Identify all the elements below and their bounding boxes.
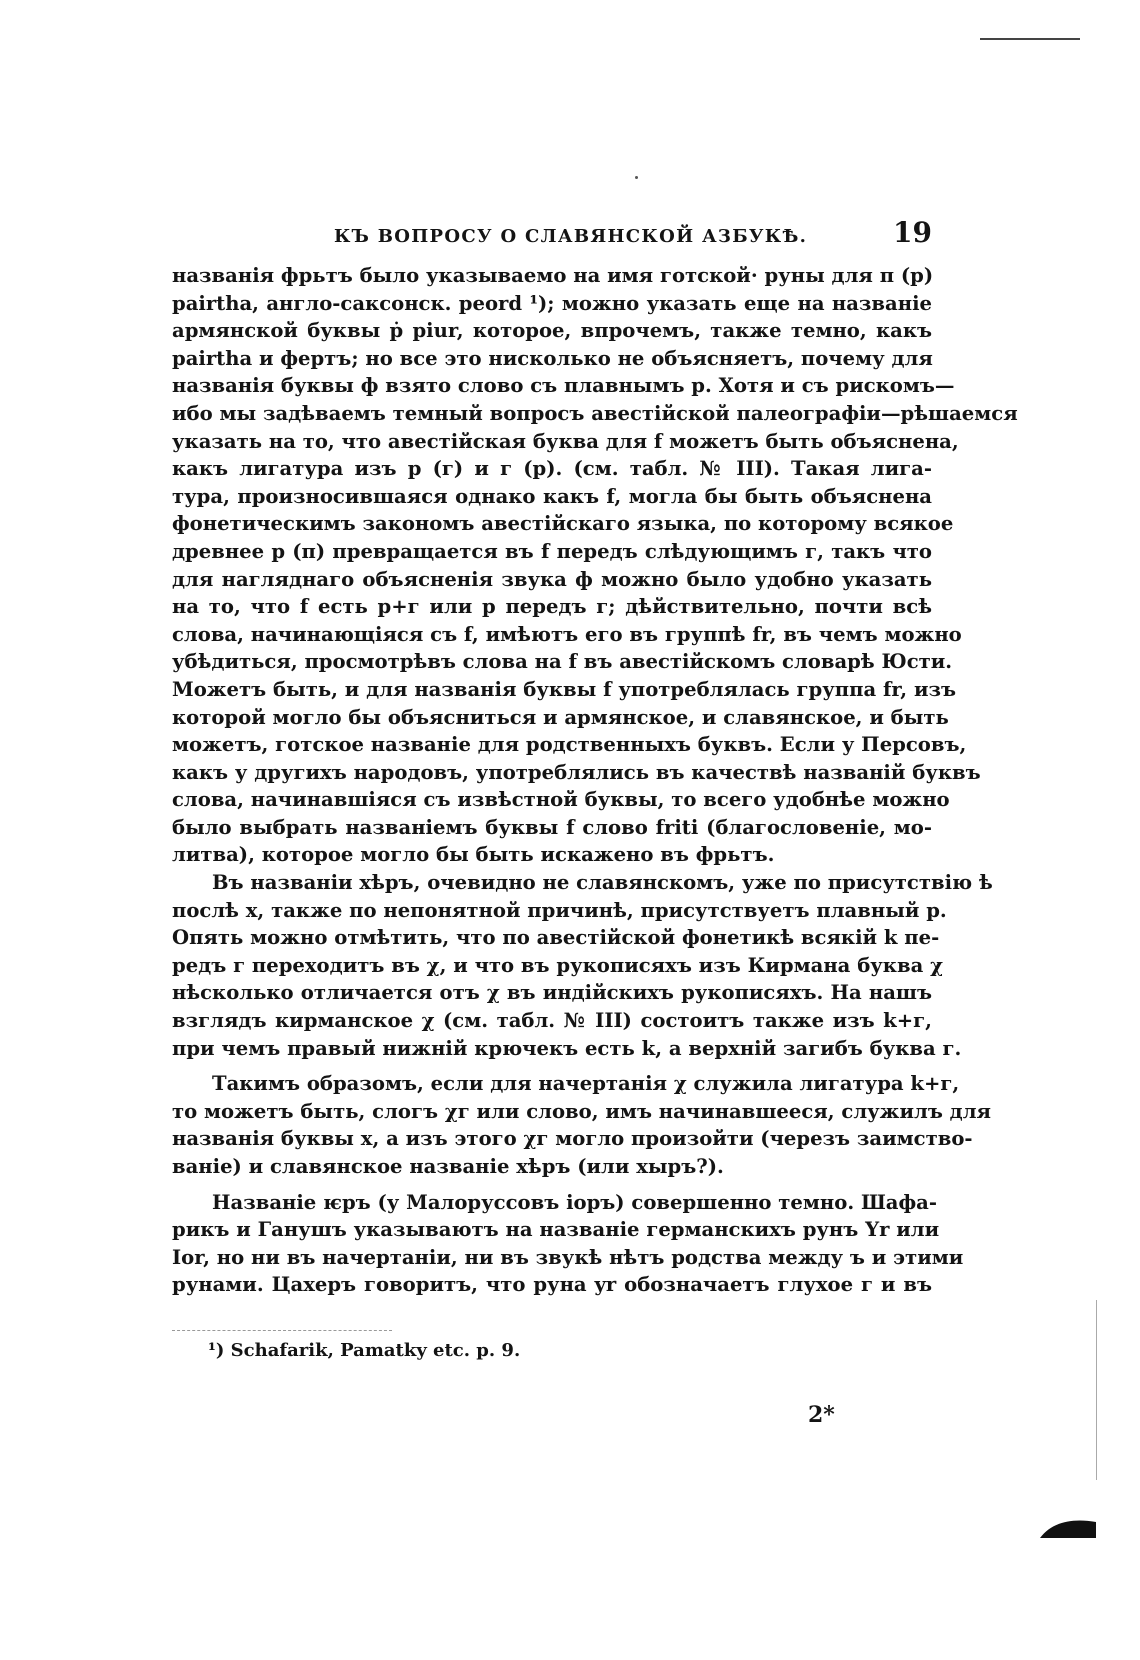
- text-line: Названіе ѥръ (у Малоруссовъ іоръ) совершенно темно. Шафа-: [212, 1190, 937, 1214]
- footnote-rule: [172, 1330, 392, 1331]
- text-line: какъ лигатура изъ р (г) и г (р). (см. табл. № III). Такая лига-: [172, 457, 932, 481]
- text-line: взглядъ кирманское χ (см. табл. № III) состоитъ также изъ k+г,: [172, 1009, 932, 1033]
- footnote: ¹) Schafarik, Pamatky etc. p. 9.: [208, 1340, 521, 1361]
- text-line: которой могло бы объясниться и армянское, и славянское, и быть: [172, 705, 949, 729]
- text-line: Ior, но ни въ начертаніи, ни въ звукѣ нѣтъ родства между ъ и этими: [172, 1245, 964, 1269]
- text-line: названія буквы ф взято слово съ плавнымъ р. Хотя и съ рискомъ—: [172, 374, 955, 398]
- text-line: pairtha, англо-саксонск. peord ¹); можно указать еще на названіе: [172, 291, 932, 315]
- text-line: Такимъ образомъ, если для начертанія χ служила лигатура k+г,: [212, 1072, 960, 1096]
- text-line: фонетическимъ закономъ авестійскаго языка, по которому всякое: [172, 512, 954, 536]
- top-edge-rule: [980, 38, 1080, 40]
- page-edge-line: [1096, 1300, 1097, 1480]
- running-title: КЪ ВОПРОСУ О СЛАВЯНСКОЙ АЗБУКѢ.: [334, 226, 808, 247]
- text-line: ваніе) и славянское названіе хѣръ (или хыръ?).: [172, 1155, 724, 1178]
- page-number: 19: [893, 216, 932, 249]
- signature-mark: 2*: [808, 1402, 835, 1428]
- text-line: для нагляднаго объясненія звука ф можно было удобно указать: [172, 567, 932, 591]
- text-line: Въ названіи хѣръ, очевидно не славянскомъ, уже по присутствію ѣ: [212, 871, 993, 895]
- text-line: какъ у другихъ народовъ, употреблялись въ качествѣ названій буквъ: [172, 760, 981, 784]
- text-line: армянской буквы ṗ piur, которое, впрочемъ, также темно, какъ: [172, 319, 932, 343]
- text-line: то можетъ быть, слогъ χг или слово, имъ начинавшееся, служилъ для: [172, 1099, 992, 1123]
- text-line: Можетъ быть, и для названія буквы f употреблялась группа fr, изъ: [172, 677, 957, 701]
- text-line: ибо мы задѣваемъ темный вопросъ авестійской палеографіи—рѣшаемся: [172, 401, 1018, 425]
- text-line: послѣ х, также по непонятной причинѣ, присутствуетъ плавный р.: [172, 898, 947, 922]
- text-line: можетъ, готское названіе для родственныхъ буквъ. Если у Персовъ,: [172, 733, 967, 757]
- text-line: убѣдиться, просмотрѣвъ слова на f въ авестійскомъ словарѣ Юсти.: [172, 650, 953, 674]
- text-line: Опять можно отмѣтить, что по авестійской фонетикѣ всякій k пе-: [172, 926, 940, 950]
- text-line: названія буквы х, а изъ этого χг могло произойти (черезъ заимство-: [172, 1127, 973, 1151]
- body-text: [172, 262, 1018, 1299]
- text-line: рунами. Цахеръ говоритъ, что руна yr обозначаетъ глухое г и въ: [172, 1273, 932, 1297]
- page-header: [172, 216, 932, 254]
- text-line: слова, начинавшіяся съ извѣстной буквы, то всего удобнѣе можно: [172, 788, 950, 812]
- text-line: указать на то, что авестійская буква для f можетъ быть объяснена,: [172, 429, 959, 453]
- page-curl-shape: [1038, 1514, 1098, 1540]
- print-speck: [635, 176, 638, 179]
- text-line: при чемъ правый нижній крючекъ есть k, а верхній загибъ буква г.: [172, 1036, 962, 1060]
- text-line: названія фрьтъ было указываемо на имя готской· руны для п (р): [172, 264, 934, 287]
- text-line: pairtha и фертъ; но все это нисколько не объясняетъ, почему для: [172, 346, 933, 370]
- text-line: слова, начинающіяся съ f, имѣютъ его въ группѣ fr, въ чемъ можно: [172, 622, 962, 646]
- text-line: литва), которое могло бы быть искажено въ фрьтъ.: [172, 843, 775, 867]
- text-line: рикъ и Ганушъ указываютъ на названіе германскихъ рунъ Yr или: [172, 1218, 940, 1242]
- text-line: на то, что f есть р+г или р передъ г; дѣйствительно, почти всѣ: [172, 595, 932, 619]
- text-line: тура, произносившаяся однако какъ f, могла бы быть объяснена: [172, 484, 932, 508]
- text-line: было выбрать названіемъ буквы f слово friti (благословеніе, мо-: [172, 815, 932, 839]
- text-line: древнее р (п) превращается въ f передъ слѣдующимъ г, такъ что: [172, 539, 932, 563]
- text-line: редъ г переходитъ въ χ, и что въ рукописяхъ изъ Кирмана буква χ: [172, 953, 943, 977]
- text-line: нѣсколько отличается отъ χ въ индійскихъ рукописяхъ. На нашъ: [172, 981, 932, 1005]
